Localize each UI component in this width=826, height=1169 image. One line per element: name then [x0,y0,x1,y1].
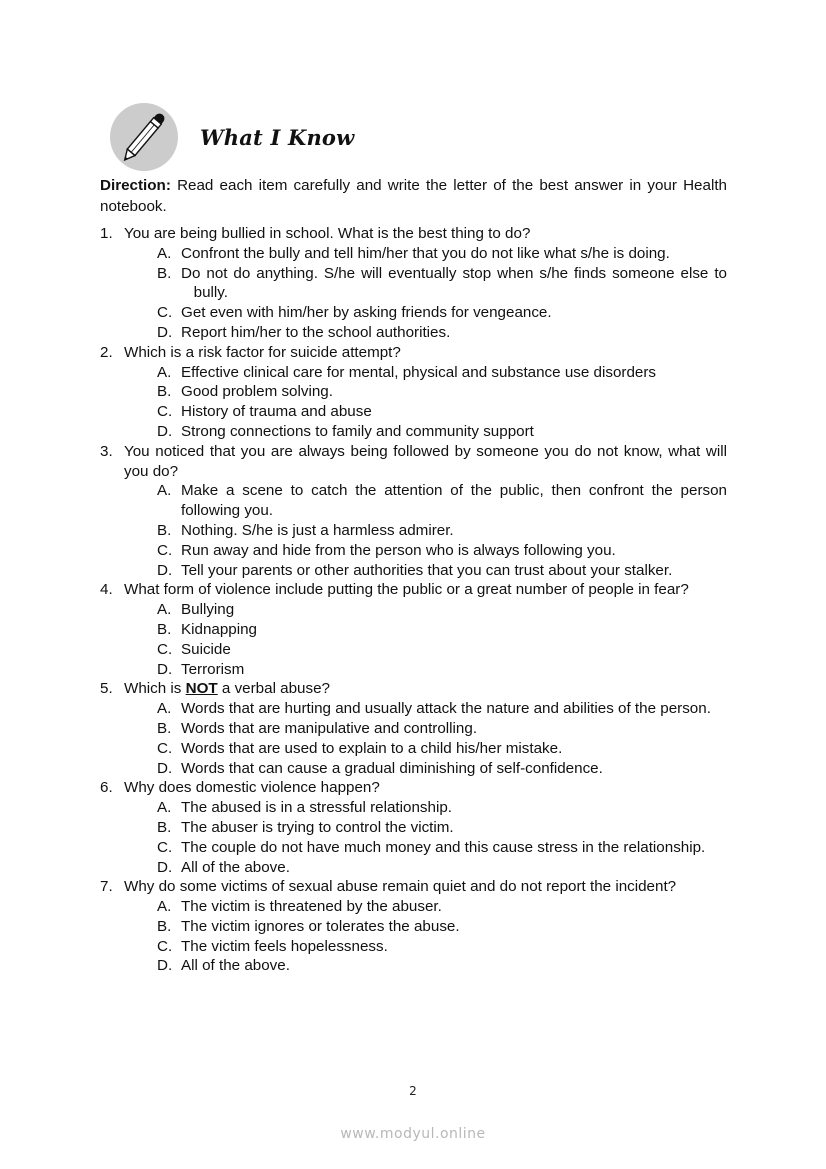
option-letter: C. [157,838,173,856]
answer-option [100,699,727,719]
option-letter: D. [157,660,173,678]
answer-option [100,858,727,878]
page-number: 2 [409,1084,417,1098]
pencil-icon [110,103,178,171]
option-letter: D. [157,759,173,777]
answer-option [100,541,727,561]
answer-option [100,363,727,383]
section-title: What I Know [200,125,355,150]
option-text: Effective clinical care for mental, physical and substance use disorders [181,363,656,381]
answer-option [100,600,727,620]
question-number: 1. [100,225,113,242]
question-text: What form of violence include putting the public or a great number of people in fear? [124,581,689,599]
option-letter: D. [157,561,173,579]
option-text: All of the above. [181,957,290,975]
option-letter: B. [157,620,172,638]
answer-option [100,382,727,402]
answer-option [100,719,727,739]
option-text: The abuser is trying to control the victim. [181,818,454,836]
question-number: 5. [100,680,113,698]
question-number: 6. [100,779,113,797]
option-letter: D. [157,858,173,876]
answer-option [100,798,727,818]
answer-option [100,640,727,660]
option-text: History of trauma and abuse [181,403,372,421]
answer-option [100,937,727,957]
question-stem [100,442,727,482]
question-list [100,224,727,976]
option-text: All of the above. [181,858,290,876]
direction-body: Read each item carefully and write the letter of the best answer in your Health notebook. [100,177,727,215]
option-letter: B. [157,521,172,539]
option-text: Words that are hurting and usually attack the nature and abilities of the person. [181,700,711,718]
question-item [100,580,727,679]
question-number: 4. [100,581,113,599]
answer-option [100,818,727,838]
question-stem [100,580,727,600]
option-letter: A. [157,898,172,916]
answer-option [100,838,727,858]
question-stem [100,343,727,363]
option-text: The victim ignores or tolerates the abuse. [181,917,460,935]
question-text-after: a verbal abuse? [217,680,330,698]
option-letter: C. [157,640,173,658]
option-text: Confront the bully and tell him/her that you do not like what s/he is doing. [181,244,670,262]
answer-option [100,244,727,264]
question-number: 3. [100,442,113,460]
option-letter: A. [157,601,172,619]
question-item [100,679,727,778]
option-letter: C. [157,304,173,322]
option-text: Run away and hide from the person who is always following you. [181,541,616,559]
question-number: 7. [100,878,113,896]
question-item [100,778,727,877]
option-text: Words that can cause a gradual diminishing of self-confidence. [181,759,603,777]
answer-option [100,739,727,759]
option-letter: A. [157,244,172,262]
question-stem [100,224,727,244]
question-number: 2. [100,343,113,361]
answer-option [100,303,727,323]
answer-option [100,660,727,680]
answer-option [100,620,727,640]
option-letter: A. [157,700,172,718]
option-text: Words that are manipulative and controlling. [181,719,478,737]
option-text: The abused is in a stressful relationship. [181,799,452,817]
question-emphasis: NOT [185,680,218,698]
question-stem [100,877,727,897]
question-text [124,679,727,699]
option-text: The victim feels hopelessness. [181,937,388,955]
answer-option [100,521,727,541]
option-text: Report him/her to the school authorities. [181,323,451,341]
option-letter: C. [157,739,173,757]
direction-label: Direction: [100,177,171,194]
question-item [100,343,727,442]
option-letter: C. [157,937,173,955]
option-text: Suicide [181,640,231,658]
answer-option [100,897,727,917]
answer-option [100,481,727,521]
option-text: Do not do anything. S/he will eventually stop when s/he finds someone else to bully. [181,264,727,302]
option-letter: B. [157,264,172,282]
option-letter: C. [157,541,173,559]
option-letter: D. [157,323,173,341]
question-stem [100,679,727,699]
option-text: Words that are used to explain to a child his/her mistake. [181,739,563,757]
option-text: Make a scene to catch the attention of the public, then confront the person following you. [181,482,727,520]
question-item [100,224,727,343]
option-text: Kidnapping [181,620,258,638]
option-text: The victim is threatened by the abuser. [181,898,442,916]
answer-option [100,422,727,442]
question-item [100,877,727,976]
answer-option [100,264,727,304]
option-text: Get even with him/her by asking friends for vengeance. [181,304,552,322]
watermark: www.modyul.online [340,1126,486,1142]
question-stem [100,778,727,798]
answer-option [100,323,727,343]
answer-option [100,759,727,779]
option-text: Good problem solving. [181,383,333,401]
question-text-before: Which is [124,680,182,698]
option-letter: B. [157,719,172,737]
option-text: Nothing. S/he is just a harmless admirer. [181,521,454,539]
direction-text [100,175,727,217]
option-letter: A. [157,363,172,381]
answer-option [100,956,727,976]
option-letter: A. [157,799,172,817]
answer-option [100,561,727,581]
option-letter: B. [157,818,172,836]
option-text: Tell your parents or other authorities that you can trust about your stalker. [181,561,673,579]
question-text: You noticed that you are always being followed by someone you do not know, what will you do? [124,442,727,480]
option-letter: D. [157,957,173,975]
option-letter: D. [157,422,173,440]
answer-option [100,402,727,422]
question-item [100,442,727,581]
option-text: Strong connections to family and community support [181,422,534,440]
option-text: The couple do not have much money and this cause stress in the relationship. [181,838,706,856]
question-text: Which is a risk factor for suicide attempt? [124,343,401,361]
answer-option [100,917,727,937]
question-text: Why does domestic violence happen? [124,779,380,797]
option-letter: C. [157,403,173,421]
option-letter: A. [157,482,172,500]
option-text: Terrorism [181,660,245,678]
option-letter: B. [157,383,172,401]
section-header [110,103,510,173]
option-letter: B. [157,917,172,935]
question-text: You are being bullied in school. What is the best thing to do? [124,225,531,242]
option-text: Bullying [181,601,235,619]
question-text: Why do some victims of sexual abuse remain quiet and do not report the incident? [124,878,677,896]
